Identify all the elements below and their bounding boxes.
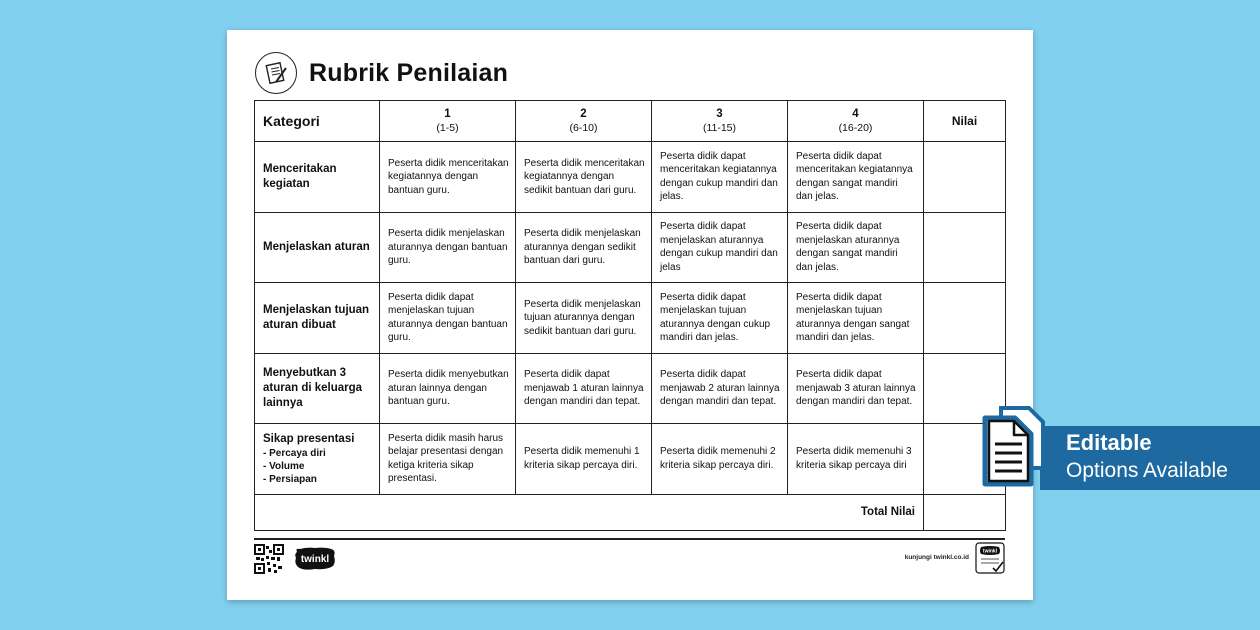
descriptor-cell: Peserta didik dapat menjelaskan aturannya dengan cukup mandiri dan jelas	[652, 212, 788, 283]
header-level-4: 4 (16-20)	[788, 101, 924, 142]
descriptor-cell: Peserta didik menceritakan kegiatannya dengan bantuan guru.	[380, 142, 516, 213]
sub-item: - Percaya diri	[263, 447, 326, 459]
descriptor-cell: Peserta didik dapat menjelaskan tujuan aturannya dengan sangat mandiri dan jelas.	[788, 283, 924, 354]
total-score-cell[interactable]	[924, 494, 1006, 530]
descriptor-cell: Peserta didik memenuhi 2 kriteria sikap percaya diri.	[652, 424, 788, 495]
header-level-1: 1 (1-5)	[380, 101, 516, 142]
descriptor-cell: Peserta didik menjelaskan tujuan aturannya dengan sedikit bantuan dari guru.	[516, 283, 652, 354]
visit-website-text: kunjungi twinkl.co.id	[904, 554, 969, 561]
editable-options-banner	[1040, 426, 1260, 490]
descriptor-cell: Peserta didik memenuhi 3 kriteria sikap percaya diri	[788, 424, 924, 495]
table-header-row	[255, 101, 1006, 142]
banner-subtitle: Options Available	[1066, 459, 1228, 482]
table-row	[255, 212, 1006, 283]
quality-badge-icon	[975, 542, 1005, 574]
descriptor-cell: Peserta didik dapat menjawab 3 aturan lainnya dengan mandiri dan tepat.	[788, 353, 924, 424]
descriptor-cell: Peserta didik menyebutkan aturan lainnya dengan bantuan guru.	[380, 353, 516, 424]
category-cell: Menjelaskan aturan	[255, 212, 380, 283]
header-nilai: Nilai	[924, 101, 1006, 142]
header-level-3: 3 (11-15)	[652, 101, 788, 142]
qr-code-icon	[254, 544, 284, 574]
score-cell[interactable]	[924, 142, 1006, 213]
total-label: Total Nilai	[255, 494, 924, 530]
descriptor-cell: Peserta didik menjelaskan aturannya dengan sedikit bantuan dari guru.	[516, 212, 652, 283]
category-cell: Menjelaskan tujuan aturan dibuat	[255, 283, 380, 354]
descriptor-cell: Peserta didik dapat menjelaskan tujuan aturannya dengan cukup mandiri dan jelas.	[652, 283, 788, 354]
sub-item: - Volume	[263, 460, 305, 472]
descriptor-cell: Peserta didik dapat menjelaskan aturannya dengan sangat mandiri dan jelas.	[788, 212, 924, 283]
page-title: Rubrik Penilaian	[309, 58, 509, 87]
descriptor-cell: Peserta didik dapat menceritakan kegiatannya dengan sangat mandiri dan jelas.	[788, 142, 924, 213]
descriptor-cell: Peserta didik menceritakan kegiatannya dengan sedikit bantuan dari guru.	[516, 142, 652, 213]
descriptor-cell: Peserta didik memenuhi 1 kriteria sikap percaya diri.	[516, 424, 652, 495]
table-row	[255, 353, 1006, 424]
worksheet-page	[227, 30, 1033, 600]
table-row	[255, 424, 1006, 495]
svg-text:twinkl: twinkl	[300, 554, 330, 565]
rubric-table	[254, 100, 1006, 531]
header-level-2: 2 (6-10)	[516, 101, 652, 142]
descriptor-cell: Peserta didik masih harus belajar presentasi dengan ketiga kriteria sikap presentasi.	[380, 424, 516, 495]
header-kategori: Kategori	[255, 101, 380, 142]
descriptor-cell: Peserta didik dapat menjawab 2 aturan lainnya dengan mandiri dan tepat.	[652, 353, 788, 424]
descriptor-cell: Peserta didik dapat menjelaskan tujuan aturannya dengan bantuan guru.	[380, 283, 516, 354]
table-row	[255, 142, 1006, 213]
descriptor-cell: Peserta didik dapat menceritakan kegiatannya dengan cukup mandiri dan jelas.	[652, 142, 788, 213]
twinkl-logo-icon	[293, 546, 337, 572]
score-cell[interactable]	[924, 212, 1006, 283]
svg-text:twinkl: twinkl	[982, 548, 998, 555]
rubric-icon	[255, 52, 297, 94]
category-cell	[255, 424, 380, 495]
banner-title: Editable	[1066, 430, 1152, 455]
title-row	[255, 50, 508, 96]
category-label: Sikap presentasi	[263, 432, 355, 445]
sub-item: - Persiapan	[263, 473, 317, 485]
document-icon	[981, 404, 1053, 490]
descriptor-cell: Peserta didik menjelaskan aturannya dengan bantuan guru.	[380, 212, 516, 283]
category-cell: Menceritakan kegiatan	[255, 142, 380, 213]
footer-divider	[254, 538, 1005, 540]
table-row	[255, 283, 1006, 354]
descriptor-cell: Peserta didik dapat menjawab 1 aturan lainnya dengan mandiri dan tepat.	[516, 353, 652, 424]
category-cell: Menyebutkan 3 aturan di keluarga lainnya	[255, 353, 380, 424]
score-cell[interactable]	[924, 283, 1006, 354]
total-row	[255, 494, 1006, 530]
